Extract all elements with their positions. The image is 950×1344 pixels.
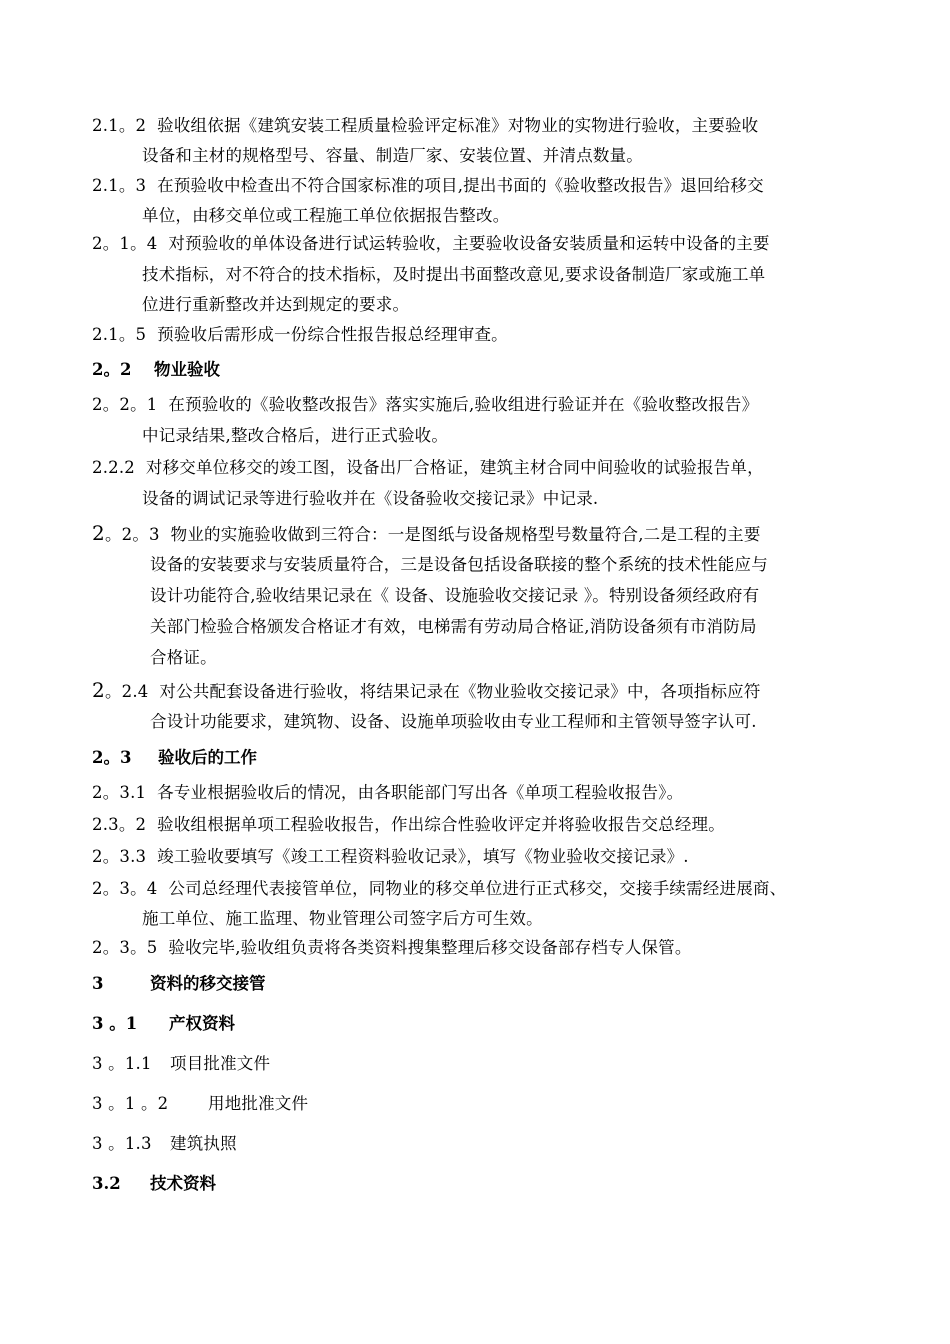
paragraph-2-2-3-line-3: 设计功能符合,验收结果记录在《 设备、设施验收交接记录 》。特别设备须经政府有 [150, 586, 760, 605]
paragraph-2-2-1-line-2: 中记录结果,整改合格后，进行正式验收。 [142, 426, 449, 445]
paragraph-number: 2 [92, 678, 105, 702]
paragraph-text: 公司总经理代表接管单位，同物业的移交单位进行正式移交，交接手续需经进展商、 [168, 879, 787, 898]
paragraph-text: 预验收后需形成一份综合性报告报总经理审查。 [157, 325, 508, 344]
paragraph-number-suffix: 。2。3 [104, 525, 160, 544]
paragraph-2-1-2-line-2: 设备和主材的规格型号、容量、制造厂家、安装位置、并清点数量。 [142, 146, 643, 165]
heading-number: 3 。1 [92, 1014, 138, 1033]
paragraph-text: 竣工验收要填写《竣工工程资料验收记录》，填写《物业验收交接记录》. [157, 847, 689, 866]
heading-title: 技术资料 [150, 1174, 216, 1193]
paragraph-text: 验收组依据《建筑安装工程质量检验评定标准》对物业的实物进行验收，主要验收 [157, 116, 759, 135]
paragraph-number: 2。3。4 [92, 879, 158, 898]
paragraph-2-3-1-line-1 [92, 783, 683, 803]
paragraph-2-2-3-line-5: 合格证。 [150, 648, 217, 667]
paragraph-text: 物业的实施验收做到三符合：一是图纸与设备规格型号数量符合,二是工程的主要 [170, 525, 761, 544]
section-heading-2-3 [92, 748, 257, 768]
paragraph-2-2-1-line-1 [92, 395, 758, 415]
paragraph-2-1-3-line-2: 单位，由移交单位或工程施工单位依据报告整改。 [142, 206, 510, 225]
paragraph-number: 2。1。4 [92, 234, 158, 253]
paragraph-2-2-4-line-1 [92, 680, 761, 702]
heading-number: 2。2 [92, 360, 132, 379]
paragraph-2-3-4-line-1 [92, 879, 786, 899]
paragraph-3-1-3 [92, 1134, 237, 1154]
section-heading-3 [92, 974, 266, 994]
section-heading-3-2 [92, 1174, 216, 1194]
paragraph-text: 建筑执照 [170, 1134, 237, 1153]
paragraph-number: 2.3。2 [92, 815, 147, 834]
paragraph-number: 2.1。2 [92, 116, 147, 135]
paragraph-text: 项目批准文件 [170, 1054, 271, 1073]
paragraph-2-2-3-line-4: 关部门检验合格颁发合格证才有效，电梯需有劳动局合格证,消防设备须有市消防局 [150, 617, 757, 636]
section-heading-3-1 [92, 1014, 235, 1034]
paragraph-text: 各专业根据验收后的情况，由各职能部门写出各《单项工程验收报告》。 [157, 783, 684, 802]
paragraph-2-1-4-line-1 [92, 234, 770, 254]
paragraph-text: 验收完毕,验收组负责将各类资料搜集整理后移交设备部存档专人保管。 [168, 938, 692, 957]
paragraph-number: 3 。1.1 [92, 1054, 152, 1073]
paragraph-number: 2.1。5 [92, 325, 147, 344]
paragraph-2-2-3-line-2: 设备的安装要求与安装质量符合，三是设备包括设备联接的整个系统的技术性能应与 [150, 555, 768, 574]
paragraph-2-3-5-line-1 [92, 938, 692, 958]
paragraph-2-1-3-line-1 [92, 176, 764, 196]
heading-title: 验收后的工作 [158, 748, 257, 767]
heading-title: 资料的移交接管 [150, 974, 266, 993]
heading-number: 2。3 [92, 748, 132, 767]
paragraph-2-2-4-line-2: 合设计功能要求，建筑物、设备、设施单项验收由专业工程师和主管领导签字认可. [150, 712, 757, 731]
paragraph-2-1-5-line-1 [92, 325, 508, 345]
paragraph-2-2-2-line-1 [92, 458, 764, 478]
paragraph-number: 3 。1 。2 [92, 1094, 169, 1113]
paragraph-2-1-2-line-1 [92, 116, 758, 136]
paragraph-text: 在预验收中检查出不符合国家标准的项目,提出书面的《验收整改报告》退回给移交 [157, 176, 764, 195]
paragraph-number: 3 。1.3 [92, 1134, 152, 1153]
paragraph-text: 对预验收的单体设备进行试运转验收，主要验收设备安装质量和运转中设备的主要 [168, 234, 770, 253]
paragraph-2-3-4-line-2: 施工单位、施工监理、物业管理公司签字后方可生效。 [142, 909, 543, 928]
paragraph-text: 对移交单位移交的竣工图，设备出厂合格证，建筑主材合同中间验收的试验报告单， [145, 458, 764, 477]
paragraph-number: 2。3.1 [92, 783, 147, 802]
paragraph-3-1-2 [92, 1094, 309, 1114]
paragraph-2-2-2-line-2: 设备的调试记录等进行验收并在《设备验收交接记录》中记录. [142, 489, 599, 508]
paragraph-2-2-3-line-1 [92, 523, 761, 545]
paragraph-number: 2。3.3 [92, 847, 147, 866]
paragraph-2-1-4-line-3: 位进行重新整改并达到规定的要求。 [142, 295, 410, 314]
paragraph-2-1-4-line-2: 技术指标，对不符合的技术指标，及时提出书面整改意见,要求设备制造厂家或施工单 [142, 265, 766, 284]
paragraph-text: 验收组根据单项工程验收报告，作出综合性验收评定并将验收报告交总经理。 [157, 815, 725, 834]
paragraph-number: 2.1。3 [92, 176, 147, 195]
paragraph-2-3-3-line-1 [92, 847, 689, 867]
paragraph-2-3-2-line-1 [92, 815, 725, 835]
paragraph-3-1-1 [92, 1054, 271, 1074]
heading-title: 产权资料 [169, 1014, 235, 1033]
paragraph-text: 用地批准文件 [208, 1094, 309, 1113]
paragraph-number: 2 [92, 521, 105, 545]
paragraph-text: 在预验收的《验收整改报告》落实实施后,验收组进行验证并在《验收整改报告》 [168, 395, 759, 414]
paragraph-text: 对公共配套设备进行验收，将结果记录在《物业验收交接记录》中，各项指标应符 [159, 682, 761, 701]
paragraph-number: 2.2.2 [92, 458, 135, 477]
paragraph-number-suffix: 。2.4 [104, 682, 149, 701]
paragraph-number: 2。3。5 [92, 938, 158, 957]
heading-number: 3.2 [92, 1174, 121, 1193]
paragraph-number: 2。2。1 [92, 395, 158, 414]
heading-number: 3 [92, 974, 104, 993]
heading-title: 物业验收 [154, 360, 220, 379]
section-heading-2-2 [92, 360, 220, 380]
